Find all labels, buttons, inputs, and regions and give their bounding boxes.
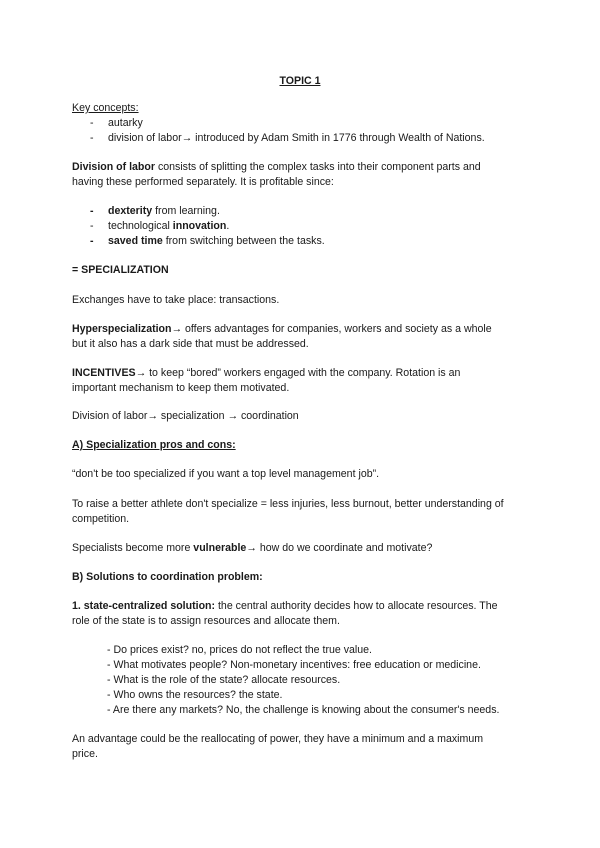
athlete-line1: To raise a better athlete don't specialize = less injuries, less burnout, better understanding of [72,498,504,510]
list-item-text: autarky [108,117,143,129]
bullet-dash: - [90,235,94,247]
benefit-text: from switching between the tasks. [162,235,325,247]
state-paragraph [72,599,528,613]
bullet-dash: - [90,205,94,217]
advantage-line1: An advantage could be the reallocating of power, they have a minimum and a maximum [72,733,484,745]
bullet-dash: - [90,132,94,144]
advantage-line2: price. [72,748,98,760]
state-term: 1. state-centralized solution: [72,600,216,612]
chain-text: Division of labor→ specialization → coordination [72,410,299,422]
benefit-text: . [226,220,230,232]
benefit-term: dexterity [108,205,153,217]
bullet-dash: - [90,220,94,232]
division-line2: having these performed separately. It is profitable since: [72,176,334,188]
state-line1: the central authority decides how to allocate resources. The [215,600,498,612]
list-item: - What motivates people? Non-monetary incentives: free education or medicine. [107,659,481,671]
incentives-paragraph [72,366,528,380]
list-item: - Are there any markets? No, the challenge is knowing about the consumer's needs. [107,704,500,716]
list-item: - Do prices exist? no, prices do not reflect the true value. [107,644,372,656]
division-term: Division of labor [72,161,155,173]
section-b-heading: B) Solutions to coordination problem: [72,571,263,583]
benefit-term: innovation [172,220,227,232]
specialists-text [72,541,528,555]
section-a-heading: A) Specialization pros and cons: [72,439,236,451]
division-paragraph [72,160,528,174]
hyper-line2: but it also has a dark side that must be addressed. [72,338,309,350]
division-line1: consists of splitting the complex tasks into their component parts and [155,161,481,173]
hyper-paragraph [72,322,528,336]
benefit-term: saved time [108,235,163,247]
list-item: - What is the role of the state? allocate resources. [107,674,341,686]
list-item: - Who owns the resources? the state. [107,689,283,701]
page-title: TOPIC 1 [279,75,321,87]
key-concepts-heading: Key concepts: [72,102,139,114]
hyper-term: Hyperspecialization [72,323,172,335]
athlete-line2: competition. [72,513,130,525]
benefit-prefix: technological [108,220,173,232]
incentives-line1: → to keep “bored” workers engaged with the company. Rotation is an [135,367,461,379]
exchanges-text: Exchanges have to take place: transactions. [72,294,280,306]
quote-text: “don't be too specialized if you want a top level management job”. [72,468,380,480]
specialists-term: vulnerable [193,542,247,554]
benefit-text: from learning. [152,205,220,217]
list-item-text: division of labor→ introduced by Adam Smith in 1776 through Wealth of Nations. [108,132,485,144]
specialization-heading: = SPECIALIZATION [72,264,169,276]
state-line2: role of the state is to assign resources and allocate them. [72,615,340,627]
incentives-line2: important mechanism to keep them motivated. [72,382,290,394]
hyper-line1: → offers advantages for companies, workers and society as a whole [171,323,492,335]
incentives-term: INCENTIVES [72,367,136,379]
specialists-pre: Specialists become more [72,542,194,554]
bullet-dash: - [90,117,94,129]
specialists-post: → how do we coordinate and motivate? [246,542,433,554]
